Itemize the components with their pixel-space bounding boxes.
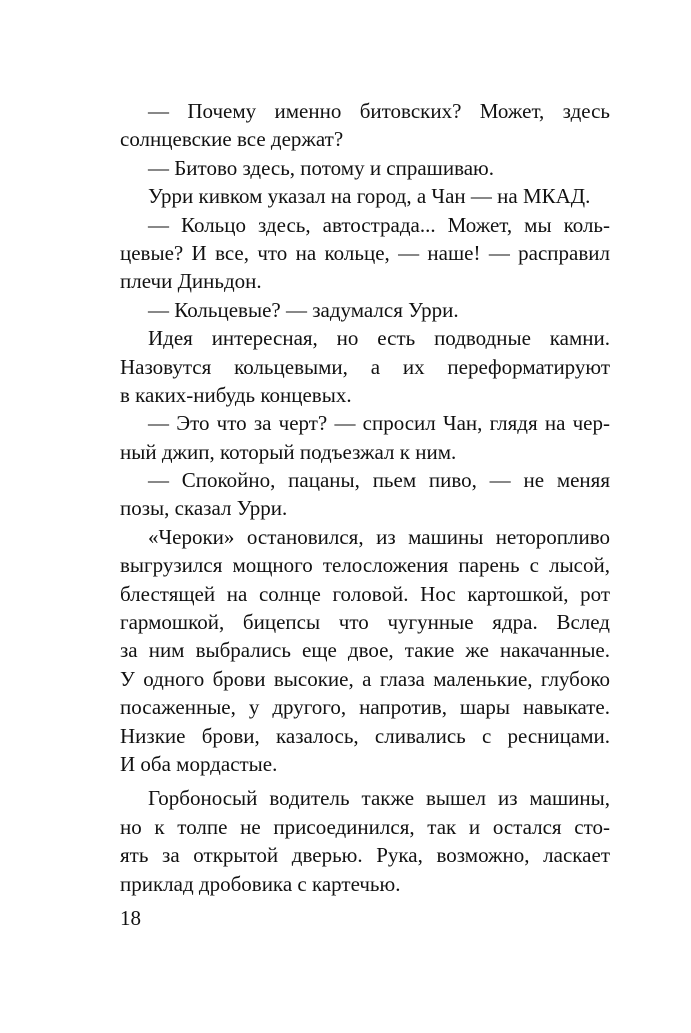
text-line: Урри кивком указал на город, а Чан — на МКАД. bbox=[148, 184, 591, 209]
text-line: — Спокойно, пацаны, пьем пиво, — не меняя bbox=[148, 468, 610, 493]
text-line: У одного брови высокие, а глаза маленькие, глубоко bbox=[120, 666, 610, 691]
text-line: Горбоносый водитель также вышел из машины, bbox=[148, 786, 610, 811]
text-line: ять за открытой дверью. Рука, возможно, ласкает bbox=[120, 843, 610, 868]
page-number: 18 bbox=[120, 906, 141, 930]
text-line: ный джип, который подъезжал к ним. bbox=[120, 439, 457, 464]
text-line: — Кольцо здесь, автострада... Может, мы коль- bbox=[148, 212, 610, 237]
text-line: гармошкой, бицепсы что чугунные ядра. Вслед bbox=[120, 610, 610, 635]
text-line: Идея интересная, но есть подводные камни. bbox=[148, 326, 610, 351]
text-line: — Битово здесь, потому и спрашиваю. bbox=[148, 155, 494, 180]
text-line: позы, сказал Урри. bbox=[120, 496, 288, 521]
text-line: блестящей на солнце головой. Нос картошкой, рот bbox=[120, 581, 610, 606]
text-line: — Почему именно битовских? Может, здесь bbox=[148, 99, 610, 123]
text-line: посаженные, у другого, напротив, шары навыкате. bbox=[120, 695, 610, 720]
text-line: плечи Диньдон. bbox=[120, 269, 262, 294]
text-line: солнцевские все держат? bbox=[120, 127, 344, 152]
text-line: приклад дробовика с картечью. bbox=[120, 871, 401, 896]
text-line: — Кольцевые? — задумался Урри. bbox=[148, 297, 459, 322]
text-line: цевые? И все, что на кольце, — наше! — расправил bbox=[120, 240, 610, 265]
text-line: Низкие брови, казалось, сливались с ресницами. bbox=[120, 723, 610, 748]
text-line: но к толпе не присоединился, так и остался сто- bbox=[120, 814, 610, 839]
text-line: в каких-нибудь концевых. bbox=[120, 382, 352, 407]
text-line: И оба мордастые. bbox=[120, 751, 278, 776]
text-line: Назовутся кольцевыми, а их переформатируют bbox=[120, 354, 610, 379]
page-text bbox=[120, 97, 610, 898]
text-line: «Чероки» остановился, из машины неторопливо bbox=[148, 524, 610, 549]
text-line: за ним выбрались еще двое, такие же накачанные. bbox=[120, 638, 610, 663]
text-line: — Это что за черт? — спросил Чан, глядя на чер- bbox=[148, 411, 610, 436]
text-line: выгрузился мощного телосложения парень с лысой, bbox=[120, 553, 610, 578]
